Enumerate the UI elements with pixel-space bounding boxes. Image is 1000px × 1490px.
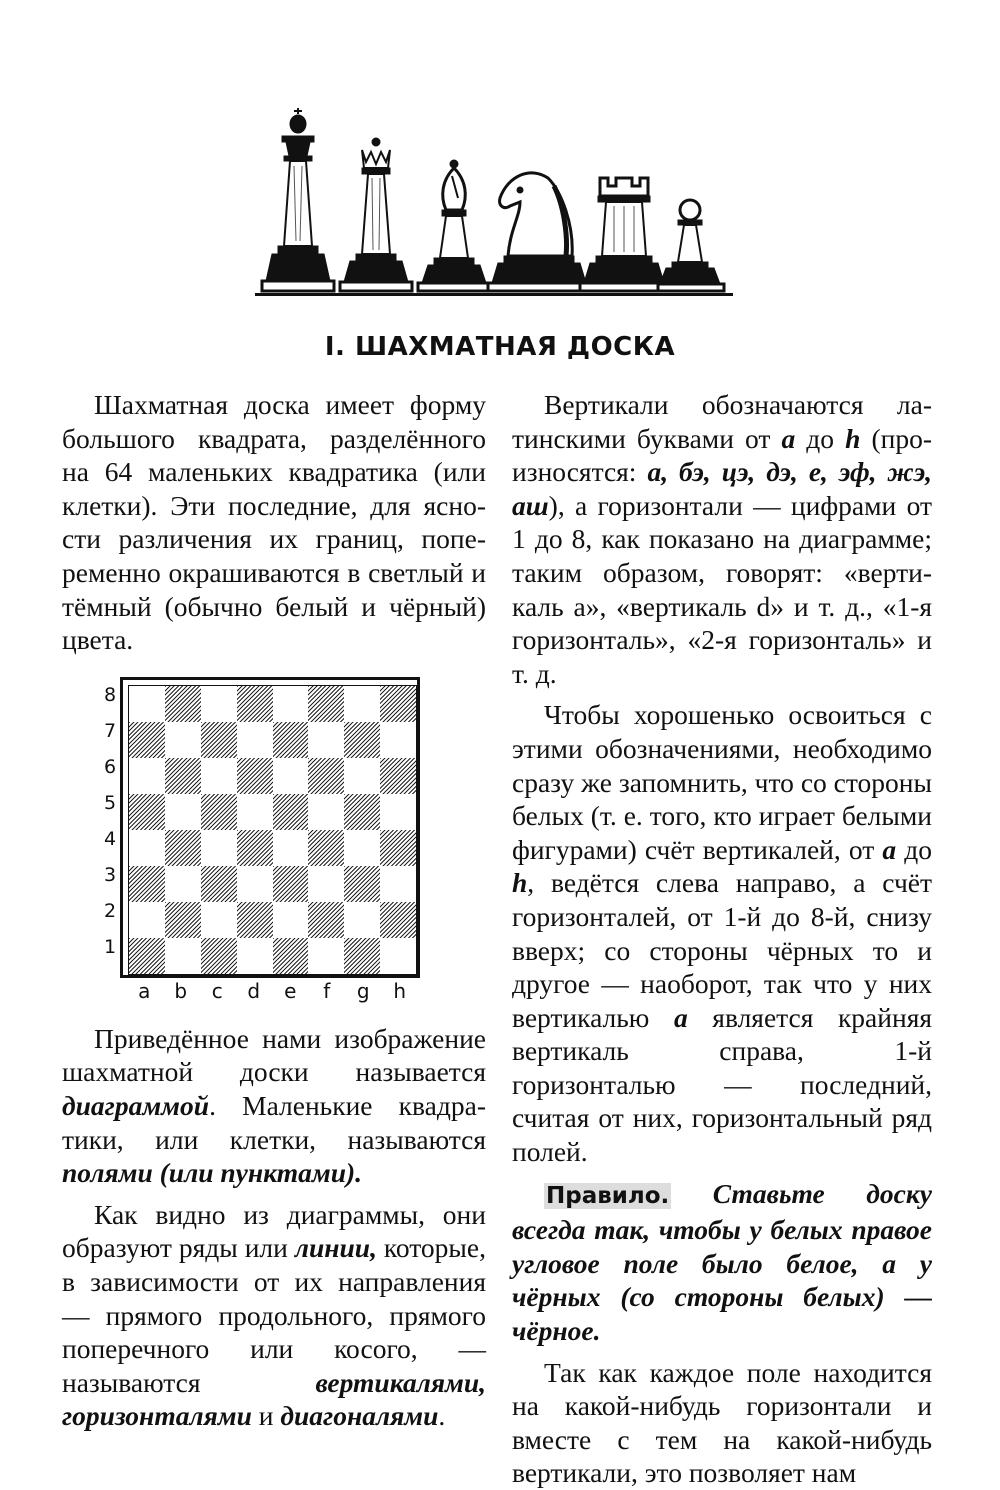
board-square-h3: [380, 866, 416, 902]
rank-label: 3: [103, 864, 117, 886]
paragraph-square-naming: Так как каждое поле находится на какой-нибудь горизонтали и вместе с тем на какой-нибудь вертикали, это позволяет нам: [512, 1356, 932, 1489]
board-square-f4: [308, 830, 344, 866]
board-square-h5: [380, 794, 416, 830]
rank-label: 1: [103, 936, 117, 958]
board-square-f3: [308, 866, 344, 902]
board-square-a6: [129, 758, 165, 794]
board-square-e8: [273, 686, 309, 722]
board-square-b2: [165, 902, 201, 938]
board-square-d8: [237, 686, 273, 722]
chapter-title: I. ШАХМАТНАЯ ДОСКА: [324, 332, 676, 362]
board-square-h7: [380, 722, 416, 758]
board-square-b4: [165, 830, 201, 866]
paragraph-lines: Как видно из диаграммы, они образуют ряды или линии, которые, в зависимости от их направления — прямого продольного, прямого поперечного или косого, — называются вертикалями, горизонталями и диагоналями.: [62, 1198, 486, 1432]
board-square-e6: [273, 758, 309, 794]
board-square-a5: [129, 794, 165, 830]
board-square-h1: [380, 938, 416, 974]
board-square-g7: [344, 722, 380, 758]
paragraph-diagram-definition: Приведённое нами изображение шахматной доски называется диаграммой. Маленькие квадратики, или клетки, называются полями (или пунктами).: [62, 1022, 486, 1189]
board-square-h8: [380, 686, 416, 722]
board-square-f8: [308, 686, 344, 722]
board-square-d1: [237, 938, 273, 974]
board-square-d3: [237, 866, 273, 902]
board-square-f5: [308, 794, 344, 830]
rank-label: 2: [103, 900, 117, 922]
file-label: a: [138, 979, 151, 1003]
board-square-a2: [129, 902, 165, 938]
rank-label: 4: [103, 828, 117, 850]
file-label: c: [211, 979, 223, 1003]
board-square-f7: [308, 722, 344, 758]
board: [120, 677, 420, 977]
board-square-c8: [201, 686, 237, 722]
board-frame: [120, 677, 420, 978]
board-square-b8: [165, 686, 201, 722]
bishop-icon: [418, 160, 490, 291]
file-label: d: [247, 979, 261, 1003]
file-label: g: [356, 979, 370, 1003]
board-square-e4: [273, 830, 309, 866]
board-square-c5: [201, 794, 237, 830]
board-square-c3: [201, 866, 237, 902]
paragraph-notation: Вертикали обозначаются латинскими буквами от a до h (произносятся: а, бэ, цэ, дэ, е, эф, жэ, аш), а горизонтали — цифрами от 1 до 8, как показано на диаграмме; таким образом, говорят: «вертикаль a», «вертикаль d» и т. д., «1-я горизонталь», «2-я горизонталь» и т. д.: [512, 389, 933, 689]
board-square-c7: [201, 722, 237, 758]
board-square-d2: [237, 902, 273, 938]
board-square-a7: [129, 722, 165, 758]
board-square-g6: [344, 758, 380, 794]
board-square-c6: [201, 758, 237, 794]
file-label: b: [174, 979, 188, 1003]
rank-label: 6: [103, 756, 117, 778]
board-square-g3: [344, 866, 380, 902]
board-square-f1: [308, 938, 344, 974]
file-label: f: [323, 979, 331, 1003]
file-labels: [126, 979, 418, 1003]
rook-icon: [580, 178, 668, 291]
board-square-g8: [344, 686, 380, 722]
knight-icon: [488, 173, 590, 291]
rule-label: Правило.: [546, 1182, 670, 1209]
board-square-h4: [380, 830, 416, 866]
rank-label: 5: [103, 792, 117, 814]
board-square-f6: [308, 758, 344, 794]
rank-label: 8: [103, 684, 117, 706]
board-square-g2: [344, 902, 380, 938]
paragraph-rule: Правило. Ставьте доску всегда так, чтобы у белых правое угловое поле было белое, а у чёрных (со стороны белых) — чёрное.: [512, 1177, 932, 1347]
board-square-c1: [201, 938, 237, 974]
board-square-a1: [129, 938, 165, 974]
board-square-b5: [165, 794, 201, 830]
board-square-b1: [165, 938, 201, 974]
chessboard-diagram: [100, 668, 440, 1013]
board-square-h6: [380, 758, 416, 794]
board-square-e5: [273, 794, 309, 830]
board-square-e2: [273, 902, 309, 938]
board-square-a8: [129, 686, 165, 722]
board-square-d7: [237, 722, 273, 758]
illustration-baseline: [255, 293, 733, 296]
board-square-e7: [273, 722, 309, 758]
rank-label: 7: [103, 720, 117, 742]
board-square-c2: [201, 902, 237, 938]
board-square-a4: [129, 830, 165, 866]
right-column: [512, 388, 932, 1490]
board-square-h2: [380, 902, 416, 938]
king-icon: [262, 108, 334, 291]
board-square-d4: [237, 830, 273, 866]
pawn-icon: [658, 200, 724, 291]
board-square-g4: [344, 830, 380, 866]
board-square-b6: [165, 758, 201, 794]
file-label: e: [284, 979, 297, 1003]
board-square-b3: [165, 866, 201, 902]
board-square-b7: [165, 722, 201, 758]
board-square-d5: [237, 794, 273, 830]
board-square-e1: [273, 938, 309, 974]
paragraph-board-shape: Шахматная доска имеет форму большого квадрата, разделённого на 64 маленьких квадратика (или клетки). Эти последние, для ясности различения их границ, попеременно окрашиваются в светлый и тёмный (обычно белый и чёрный) цвета.: [62, 389, 486, 656]
board-square-e3: [273, 866, 309, 902]
board-square-g1: [344, 938, 380, 974]
board-square-c4: [201, 830, 237, 866]
paragraph-orientation: Чтобы хорошенько освоиться с этими обозначениями, необходимо сразу же запомнить, что со стороны белых (т. е. того, кто играет белыми фигурами) счёт вертикалей, от a до h, ведётся слева направо, а счёт горизонталей, от 1-й до 8-й, снизу вверх; со стороны чёрных то и другое — наоборот, так что у них вертикалью a является крайняя вертикаль справа, 1-й горизонталью — последний, считая от них, горизонтальный ряд полей.: [512, 699, 932, 1168]
queen-icon: [340, 138, 412, 291]
chess-pieces-illustration: [258, 106, 728, 296]
board-square-a3: [129, 866, 165, 902]
board-square-f2: [308, 902, 344, 938]
board-square-g5: [344, 794, 380, 830]
board-square-d6: [237, 758, 273, 794]
file-label: h: [393, 979, 407, 1003]
board-grid: [128, 685, 417, 975]
